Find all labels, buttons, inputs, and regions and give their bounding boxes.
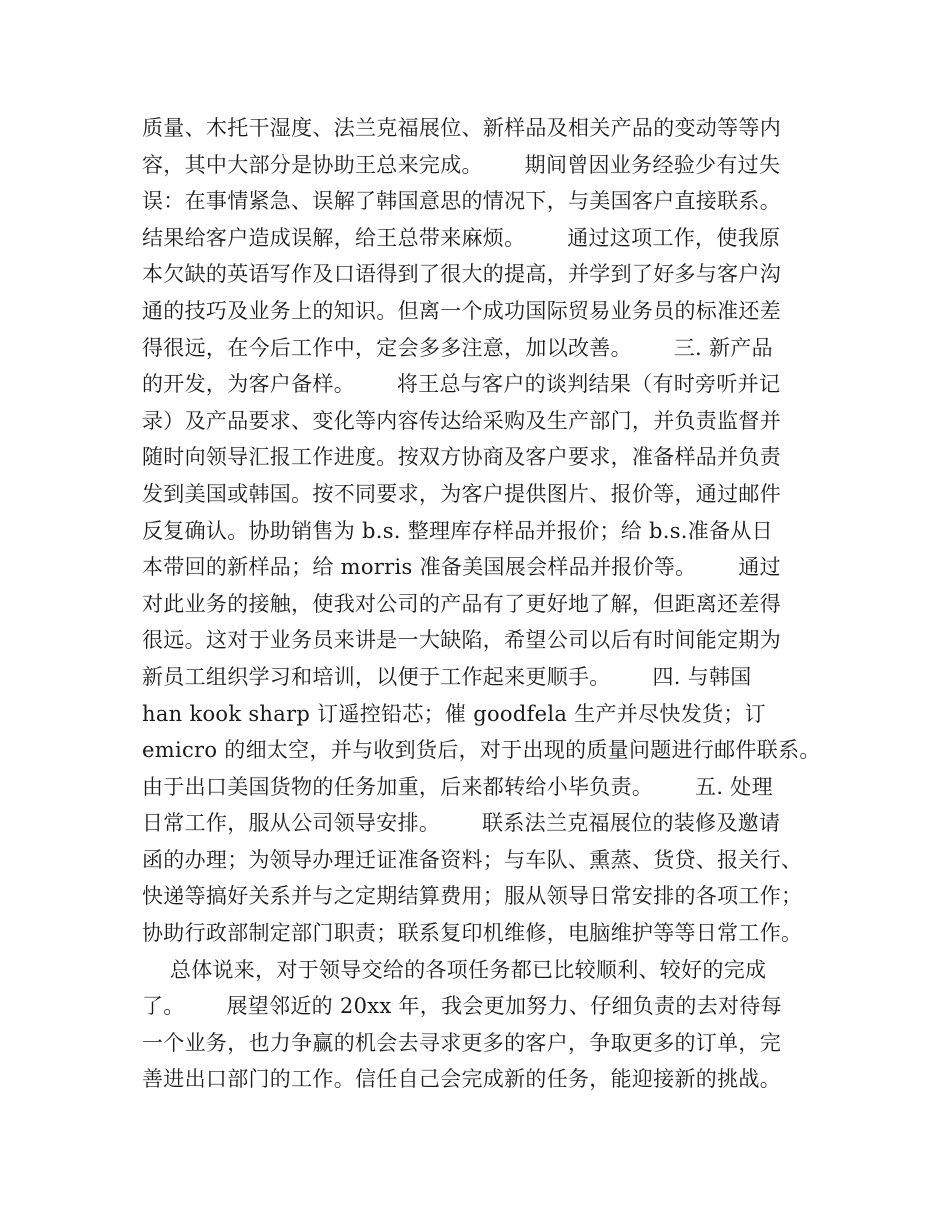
text-line: 很远。这对于业务员来讲是一大缺陷，希望公司以后有时间能定期为	[142, 628, 781, 653]
text-line: 由于出口美国货物的任务加重，后来都转给小毕负责。 五. 处理	[142, 774, 773, 799]
text-line: 协助行政部制定部门职责；联系复印机维修，电脑维护等等日常工作。	[142, 921, 803, 946]
text-line: 结果给客户造成误解，给王总带来麻烦。 通过这项工作，使我原	[142, 225, 781, 250]
text-line: 发到美国或韩国。按不同要求，为客户提供图片、报价等，通过邮件	[142, 481, 781, 506]
text-line: 对此业务的接触，使我对公司的产品有了更好地了解，但距离还差得	[142, 591, 781, 616]
text-line: 日常工作，服从公司领导安排。 联系法兰克福展位的装修及邀请	[142, 811, 781, 836]
text-line: 快递等搞好关系并与之定期结算费用；服从领导日常安排的各项工作；	[142, 884, 803, 909]
text-line: 善进出口部门的工作。信任自己会完成新的任务，能迎接新的挑战。	[142, 1067, 781, 1092]
text-line: 随时向领导汇报工作进度。按双方协商及客户要求，准备样品并负责	[142, 445, 781, 470]
text-line: 新员工组织学习和培训，以便于工作起来更顺手。 四. 与韩国	[142, 664, 752, 689]
text-line: 了。 展望邻近的 20xx 年，我会更加努力、仔细负责的去对待每	[142, 994, 782, 1019]
text-line: 误：在事情紧急、误解了韩国意思的情况下，与美国客户直接联系。	[142, 189, 781, 214]
text-line: 得很远，在今后工作中，定会多多注意，加以改善。 三. 新产品	[142, 335, 773, 360]
text-line: 函的办理；为领导办理迁证准备资料；与车队、熏蒸、货贷、报关行、	[142, 847, 803, 872]
text-line: 通的技巧及业务上的知识。但离一个成功国际贸易业务员的标准还差	[142, 298, 781, 323]
text-line: emicro 的细太空，并与收到货后，对于出现的质量问题进行邮件联系。	[142, 738, 821, 763]
text-line: 一个业务，也力争赢的机会去寻求更多的客户，争取更多的订单，完	[142, 1030, 781, 1055]
body-text	[142, 110, 822, 1098]
text-line: 的开发，为客户备样。 将王总与客户的谈判结果（有时旁听并记	[142, 372, 781, 397]
text-line: 质量、木托干湿度、法兰克福展位、新样品及相关产品的变动等等内	[142, 116, 781, 140]
text-line: 容，其中大部分是协助王总来完成。 期间曾因业务经验少有过失	[142, 152, 781, 177]
text-line: 反复确认。协助销售为 b.s. 整理库存样品并报价；给 b.s.准备从日	[142, 518, 773, 543]
text-line: 录）及产品要求、变化等内容传达给采购及生产部门，并负责监督并	[142, 408, 781, 433]
text-line: han kook sharp 订遥控铅芯；催 goodfela 生产并尽快发货；订	[142, 701, 766, 726]
text-line: 本带回的新样品；给 morris 准备美国展会样品并报价等。 通过	[142, 555, 781, 580]
text-line: 总体说来，对于领导交给的各项任务都已比较顺利、较好的完成	[142, 957, 767, 982]
text-line: 本欠缺的英语写作及口语得到了很大的提高，并学到了好多与客户沟	[142, 262, 781, 287]
